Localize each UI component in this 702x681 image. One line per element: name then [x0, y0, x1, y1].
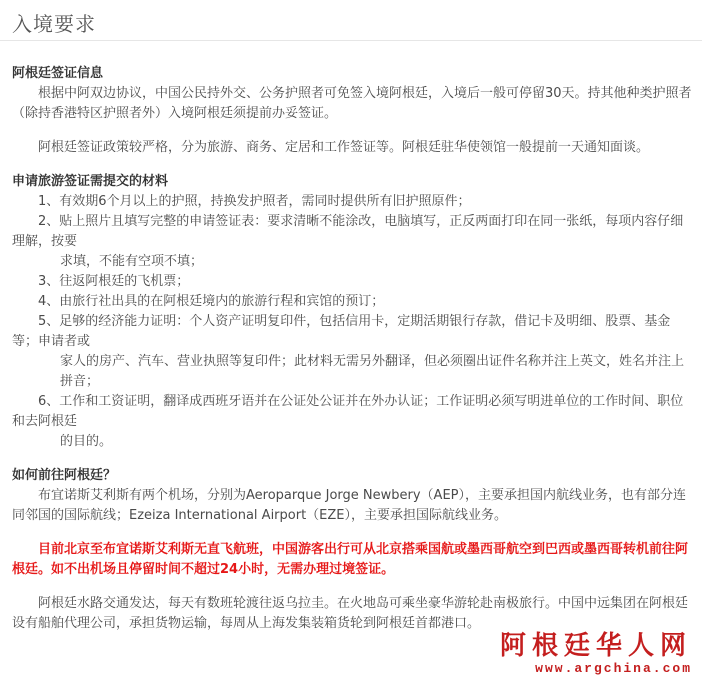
watermark-site-name: 阿根廷华人网 [499, 631, 692, 661]
materials-item: 3、往返阿根廷的飞机票； [38, 274, 190, 289]
page-title: 入境要求 [12, 12, 96, 36]
materials-item-continued: 家人的房产、汽车、营业执照等复印件；此材料无需另外翻译，但必须圈出证件名称并注上英文，姓名并注上拼音； [60, 354, 685, 389]
getting-there-heading: 如何前往阿根廷？ [12, 468, 117, 483]
visa-policy-paragraph: 阿根廷签证政策较严格，分为旅游、商务、定居和工作签证等。阿根廷驻华使领馆一般提前一天通知面谈。 [38, 140, 650, 155]
materials-item-continued: 的目的。 [60, 434, 113, 449]
water-transport-paragraph: 阿根廷水路交通发达，每天有数班轮渡往返乌拉圭。在火地岛可乘坐豪华游轮赴南极旅行。中国中远集团在阿根廷设有船舶代理公司，承担货物运输，每周从上海发集装箱货轮到阿根廷首都港口。 [12, 596, 689, 631]
airports-paragraph: 布宜诺斯艾利斯有两个机场，分别为Aeroparque Jorge Newbery（AEP），主要承担国内航线业务，也有部分连同邻国的国际航线；Ezeiza International Airport（EZE），主要承担国际航线业务。 [12, 488, 687, 523]
materials-item: 2、贴上照片且填写完整的申请签证表：要求清晰不能涂改，电脑填写，正反两面打印在同一张纸，每项内容仔细理解，按要 [12, 214, 684, 249]
article-body [12, 54, 696, 634]
materials-heading: 申请旅游签证需提交的材料 [12, 174, 169, 189]
materials-item: 6、工作和工资证明，翻译成西班牙语并在公证处公证并在外办认证；工作证明必须写明进单位的工作时间、职位和去阿根廷 [12, 394, 684, 429]
materials-item: 1、有效期6个月以上的护照，持换发护照者，需同时提供所有旧护照原件； [38, 194, 471, 209]
visa-info-heading: 阿根廷签证信息 [12, 66, 104, 81]
materials-item: 4、由旅行社出具的在阿根廷境内的旅游行程和宾馆的预订； [38, 294, 385, 309]
materials-item: 5、足够的经济能力证明：个人资产证明复印件，包括信用卡，定期活期银行存款，借记卡及明细、股票、基金等；申请者或 [12, 314, 671, 349]
site-watermark [500, 631, 692, 677]
flight-notice: 目前北京至布宜诺斯艾利斯无直飞航班，中国游客出行可从北京搭乘国航或墨西哥航空到巴西或墨西哥转机前往阿根廷。如不出机场且停留时间不超过24小时，无需办理过境签证。 [12, 542, 689, 577]
visa-info-paragraph: 根据中阿双边协议，中国公民持外交、公务护照者可免签入境阿根廷，入境后一般可停留30天。持其他种类护照者（除持香港特区护照者外）入境阿根廷须提前办妥签证。 [12, 86, 692, 121]
title-divider [0, 40, 702, 41]
materials-item-continued: 求填，不能有空项不填； [60, 254, 204, 269]
watermark-url: www.argchina.com [535, 661, 692, 676]
